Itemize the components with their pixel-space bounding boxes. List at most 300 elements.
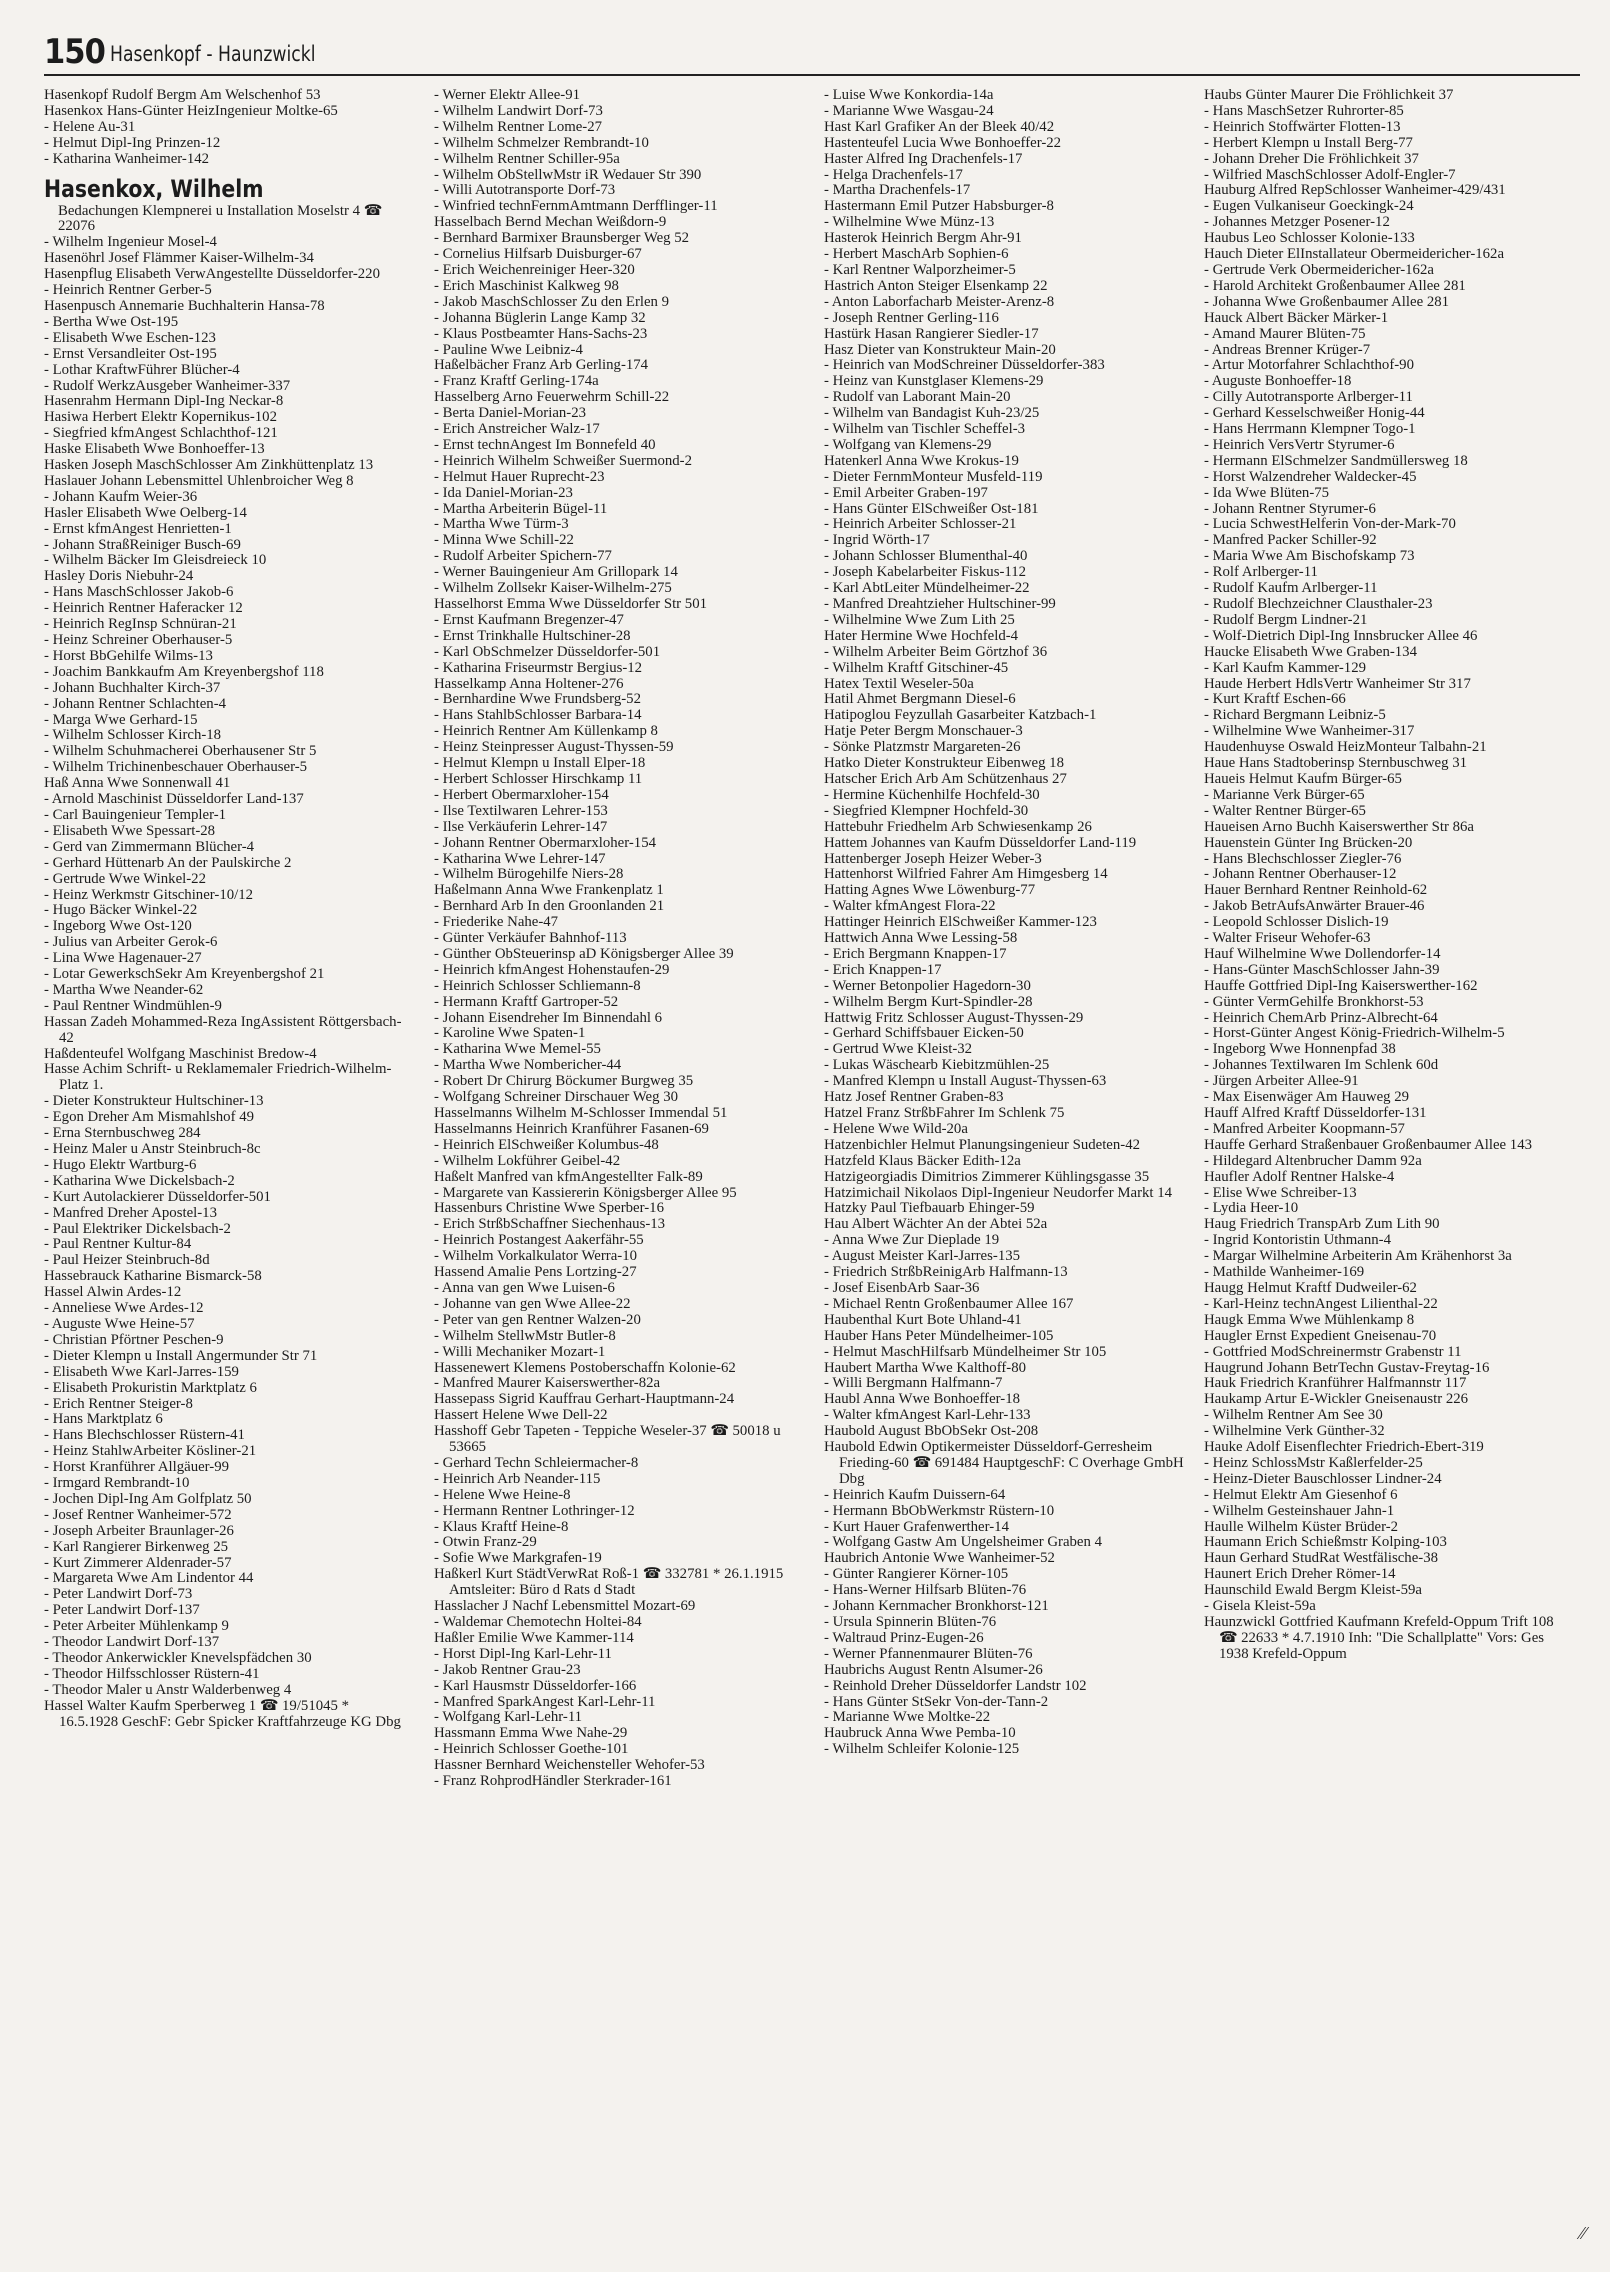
directory-entry: - Johann StraßReiniger Busch-69	[44, 536, 241, 553]
directory-entry: - Wilhelm Bäcker Im Gleisdreieck 10	[44, 552, 267, 569]
directory-entry: - Hermann Rentner Lothringer-12	[434, 1502, 635, 1519]
directory-entry: Haubold August BbObSekr Ost-208	[824, 1423, 1039, 1440]
directory-entry: - Johann Kernmacher Bronkhorst-121	[824, 1598, 1049, 1615]
directory-entry: - Bernhardine Wwe Frundsberg-52	[434, 691, 641, 708]
directory-entry: - Dieter FernmMonteur Musfeld-119	[824, 468, 1043, 485]
directory-entry: Hasenkox Hans-Günter HeizIngenieur Moltke-65	[44, 102, 338, 119]
directory-entry: Hattinger Heinrich ElSchweißer Kammer-123	[824, 914, 1097, 931]
directory-entry: Hattenberger Joseph Heizer Weber-3	[824, 850, 1042, 867]
directory-entry: - Anneliese Wwe Ardes-12	[44, 1300, 204, 1317]
directory-entry: - Rudolf WerkzAusgeber Wanheimer-337	[44, 377, 291, 394]
directory-entry: - Ilse Verkäuferin Lehrer-147	[434, 818, 608, 835]
directory-entry: - Heinz Maler u Anstr Steinbruch-8c	[44, 1141, 261, 1157]
directory-entry: - Rudolf Bergm Lindner-21	[1204, 611, 1368, 628]
directory-entry: Hatz Josef Rentner Graben-83	[824, 1089, 1004, 1106]
directory-entry: - Johann Dreher Die Fröhlichkeit 37	[1204, 150, 1419, 167]
directory-entry: - Erich StrßbSchaffner Siechenhaus-13	[434, 1216, 666, 1233]
directory-entry: - Manfred Packer Schiller-92	[1204, 532, 1377, 549]
directory-entry: - Walter Friseur Wehofer-63	[1204, 930, 1371, 947]
directory-entry: - Lothar KraftwFührer Blücher-4	[44, 361, 240, 378]
directory-entry: - Kurt Kraftf Eschen-66	[1204, 691, 1346, 708]
directory-entry: - Karl Rentner Walporzheimer-5	[824, 261, 1016, 278]
directory-entry: Hasslacher J Nachf Lebensmittel Mozart-69	[434, 1598, 696, 1615]
directory-entry: Hassner Bernhard Weichensteller Wehofer-53	[434, 1757, 705, 1774]
directory-entry: - Hugo Elektr Wartburg-6	[44, 1156, 197, 1173]
directory-entry: - Franz Kraftf Gerling-174a	[434, 373, 599, 390]
directory-entry: - Wilhelm Zollsekr Kaiser-Wilhelm-275	[434, 580, 672, 597]
directory-entry: - Egon Dreher Am Mismahlshof 49	[44, 1109, 255, 1126]
directory-entry: - Ida Wwe Blüten-75	[1204, 484, 1330, 501]
directory-entry: - Robert Dr Chirurg Böckumer Burgweg 35	[434, 1073, 694, 1090]
directory-entry: - Heinrich RegInsp Schnüran-21	[44, 616, 237, 633]
directory-entry: Haue Hans Stadtoberinsp Sternbuschweg 31	[1204, 755, 1468, 772]
directory-entry: - Hermann BbObWerkmstr Rüstern-10	[824, 1502, 1055, 1519]
directory-entry: Hasselmanns Heinrich Kranführer Fasanen-69	[434, 1120, 709, 1137]
directory-entry: - Helene Au-31	[44, 118, 136, 135]
directory-entry: Hassenewert Klemens Postoberschaffn Kolonie-62	[434, 1359, 736, 1376]
directory-entry: Hasley Doris Niebuhr-24	[44, 568, 194, 585]
directory-entry: Hattenhorst Wilfried Fahrer Am Himgesberg 14	[824, 866, 1108, 883]
directory-entry: - Christian Pförtner Peschen-9	[44, 1331, 224, 1348]
directory-entry: - Walter Rentner Bürger-65	[1204, 802, 1366, 819]
directory-entry: - Leopold Schlosser Dislich-19	[1204, 914, 1389, 931]
directory-entry: - Hans-Günter MaschSchlosser Jahn-39	[1204, 961, 1440, 978]
directory-entry: Hattebuhr Friedhelm Arb Schwiesenkamp 26	[824, 818, 1092, 835]
directory-entry: - Gertrud Wwe Kleist-32	[824, 1041, 973, 1058]
directory-columns	[44, 88, 1580, 2238]
directory-entry: - Waldemar Chemotechn Holtei-84	[434, 1614, 642, 1630]
directory-entry: Hauffe Gerhard Straßenbauer Großenbaumer Allee 143	[1204, 1136, 1533, 1153]
directory-entry: Hatex Textil Weseler-50a	[824, 675, 974, 692]
directory-entry: - Katharina Wwe Memel-55	[434, 1041, 601, 1058]
directory-entry: Hassan Zadeh Mohammed-Reza IngAssistent Röttgersbach-42	[44, 1013, 402, 1046]
directory-entry: - Waltraud Prinz-Eugen-26	[824, 1629, 984, 1646]
directory-entry: - Richard Bergmann Leibniz-5	[1204, 707, 1386, 724]
directory-entry: - Carl Bauingenieur Templer-1	[44, 806, 227, 823]
directory-entry: - Wilhelm Arbeiter Beim Görtzhof 36	[824, 643, 1048, 660]
directory-entry: - Wolf-Dietrich Dipl-Ing Innsbrucker Allee 46	[1204, 627, 1478, 644]
directory-entry: - Ida Daniel-Morian-23	[434, 484, 573, 501]
directory-entry: Hauer Bernhard Rentner Reinhold-62	[1204, 882, 1428, 899]
directory-entry: - Martha Wwe Nombericher-44	[434, 1057, 622, 1074]
directory-entry: - Herbert Obermarxloher-154	[434, 786, 609, 803]
directory-entry: - Theodor Ankerwickler Knevelspfädchen 30	[44, 1650, 312, 1666]
directory-entry: - Minna Wwe Schill-22	[434, 532, 574, 549]
directory-entry: - Martha Wwe Neander-62	[44, 981, 204, 998]
directory-entry: - Emil Arbeiter Graben-197	[824, 484, 988, 501]
directory-entry: Haude Herbert HdlsVertr Wanheimer Str 317	[1204, 675, 1471, 692]
directory-entry: - Hans StahlbSchlosser Barbara-14	[434, 707, 642, 724]
directory-entry: - Manfred Arbeiter Koopmann-57	[1204, 1120, 1405, 1137]
directory-entry: - Werner Bauingenieur Am Grillopark 14	[434, 564, 678, 581]
directory-entry: - Heinz Werkmstr Gitschiner-10/12	[44, 886, 254, 903]
directory-entry: - Jürgen Arbeiter Allee-91	[1204, 1073, 1359, 1090]
directory-entry: Haßelt Manfred van kfmAngestellter Falk-89	[434, 1168, 703, 1185]
directory-entry: - Bertha Wwe Ost-195	[44, 313, 179, 330]
directory-entry: - Andreas Brenner Krüger-7	[1204, 341, 1371, 358]
directory-entry: Haug Friedrich TranspArb Zum Lith 90	[1204, 1216, 1440, 1233]
directory-entry: - Herbert MaschArb Sophien-6	[824, 246, 1009, 263]
directory-entry: - Bernhard Arb In den Groonlanden 21	[434, 898, 665, 915]
directory-entry: Hatko Dieter Konstrukteur Eibenweg 18	[824, 755, 1064, 772]
directory-entry: - Wilfried MaschSchlosser Adolf-Engler-7	[1204, 166, 1456, 183]
directory-entry: Hatscher Erich Arb Am Schützenhaus 27	[824, 770, 1067, 787]
directory-entry: - Heinz-Dieter Bauschlosser Lindner-24	[1204, 1470, 1442, 1487]
directory-entry: Haß Anna Wwe Sonnenwall 41	[44, 775, 231, 792]
directory-entry: Hatzky Paul Tiefbauarb Ehinger-59	[824, 1200, 1035, 1217]
directory-entry: - Gisela Kleist-59a	[1204, 1598, 1316, 1615]
directory-entry: - Johann Rentner Schlachten-4	[44, 695, 227, 712]
directory-entry: Hatipoglou Feyzullah Gasarbeiter Katzbach-1	[824, 707, 1097, 724]
directory-entry: Hasenpusch Annemarie Buchhalterin Hansa-78	[44, 297, 325, 314]
directory-entry: - Heinrich van ModSchreiner Düsseldorfer-383	[824, 357, 1105, 374]
directory-entry: Hatje Peter Bergm Monschauer-3	[824, 723, 1023, 740]
directory-entry: - Friedrich StrßbReinigArb Halfmann-13	[824, 1264, 1068, 1281]
directory-entry: Haun Gerhard StudRat Westfälische-38	[1204, 1550, 1438, 1567]
directory-entry: - Katharina Wwe Lehrer-147	[434, 850, 606, 867]
directory-entry: - Wilhelm Bergm Kurt-Spindler-28	[824, 993, 1033, 1010]
directory-entry: Haumann Erich Schießmstr Kolping-103	[1204, 1534, 1447, 1551]
directory-entry: - Hans MaschSetzer Ruhrorter-85	[1204, 102, 1404, 119]
directory-entry: - Herbert Klempn u Install Berg-77	[1204, 134, 1413, 151]
directory-entry: - Eugen Vulkaniseur Goeckingk-24	[1204, 198, 1414, 215]
directory-entry: - Theodor Hilfsschlosser Rüstern-41	[44, 1665, 260, 1682]
directory-entry: - Erich Rentner Steiger-8	[44, 1395, 193, 1412]
directory-entry: - Katharina Friseurmstr Bergius-12	[434, 659, 643, 676]
directory-entry: - Manfred Maurer Kaiserswerther-82a	[434, 1375, 661, 1392]
directory-entry: Hasenkox, Wilhelm	[44, 174, 264, 203]
directory-entry: - Ernst Versandleiter Ost-195	[44, 345, 217, 362]
directory-entry: Hasselmanns Wilhelm M-Schlosser Immendal 51	[434, 1105, 728, 1121]
directory-entry: - Hans-Werner Hilfsarb Blüten-76	[824, 1582, 1027, 1599]
directory-entry: Hauburg Alfred RepSchlosser Wanheimer-429/431	[1204, 182, 1506, 199]
directory-entry: - Manfred Dreher Apostel-13	[44, 1204, 217, 1221]
directory-entry: - Wilhelm Rentner Schiller-95a	[434, 150, 620, 167]
directory-entry: Hassel Walter Kaufm Sperberweg 1 ☎ 19/51045 * 16.5.1928 GeschF: Gebr Spicker Kraftfahrzeuge KG Dbg	[44, 1697, 401, 1730]
directory-entry: - Elise Wwe Schreiber-13	[1204, 1184, 1357, 1201]
directory-entry: Haßdenteufel Wolfgang Maschinist Bredow-4	[44, 1045, 317, 1062]
directory-entry: Hassel Alwin Ardes-12	[44, 1284, 182, 1301]
directory-entry: - Willi Bergmann Halfmann-7	[824, 1375, 1003, 1392]
directory-entry: - Sönke Platzmstr Margareten-26	[824, 739, 1021, 756]
directory-entry: - Wilhelm Gesteinshauer Jahn-1	[1204, 1502, 1395, 1519]
directory-entry: - Auguste Bonhoeffer-18	[1204, 373, 1352, 390]
directory-entry: Haßelbächer Franz Arb Gerling-174	[434, 357, 649, 374]
directory-entry: - Elisabeth Wwe Spessart-28	[44, 822, 216, 839]
directory-entry: - Johann Rentner Obermarxloher-154	[434, 834, 656, 851]
directory-entry: - Artur Motorfahrer Schlachthof-90	[1204, 357, 1414, 374]
directory-entry: - August Meister Karl-Jarres-135	[824, 1248, 1021, 1265]
directory-entry: - Wilhelm Rentner Am See 30	[1204, 1407, 1383, 1424]
directory-entry: Hattwich Anna Wwe Lessing-58	[824, 930, 1018, 947]
directory-entry: - Ursula Spinnerin Blüten-76	[824, 1614, 997, 1630]
directory-entry: Hauf Wilhelmine Wwe Dollendorfer-14	[1204, 945, 1441, 962]
directory-entry: - Wilhelm ObStellwMstr iR Wedauer Str 390	[434, 166, 702, 183]
directory-entry: - Wolfgang Schreiner Dirschauer Weg 30	[434, 1089, 679, 1106]
directory-entry: - Karoline Wwe Spaten-1	[434, 1025, 586, 1042]
directory-entry: - Erich Anstreicher Walz-17	[434, 421, 600, 438]
directory-entry: - Willi Autotransporte Dorf-73	[434, 182, 616, 199]
directory-entry: Haslauer Johann Lebensmittel Uhlenbroicher Weg 8	[44, 472, 354, 489]
column-2	[434, 88, 798, 2238]
directory-entry: - Ernst kfmAngest Henrietten-1	[44, 520, 232, 537]
directory-entry: - Dieter Konstrukteur Hultschiner-13	[44, 1093, 264, 1110]
directory-entry: - Wilhelm Schmelzer Rembrandt-10	[434, 134, 649, 151]
directory-entry: Hasterok Heinrich Bergm Ahr-91	[824, 230, 1022, 247]
directory-entry: - Wolfgang van Klemens-29	[824, 436, 992, 453]
directory-entry: - Wolfgang Gastw Am Ungelsheimer Graben 4	[824, 1534, 1102, 1551]
directory-entry: Hastermann Emil Putzer Habsburger-8	[824, 198, 1054, 215]
running-head: Hasenkopf - Haunzwickl	[110, 42, 316, 66]
directory-entry: - Heinrich kfmAngest Hohenstaufen-29	[434, 961, 670, 978]
directory-entry: - Heinz StahlwArbeiter Kösliner-21	[44, 1443, 257, 1460]
directory-entry: Hau Albert Wächter An der Abtei 52a	[824, 1216, 1048, 1233]
directory-entry: - Maria Wwe Am Bischofskamp 73	[1204, 548, 1415, 565]
directory-entry: - Paul Elektriker Dickelsbach-2	[44, 1220, 231, 1237]
directory-entry: Hassert Helene Wwe Dell-22	[434, 1407, 608, 1424]
directory-entry: Hatzel Franz StrßbFahrer Im Schlenk 75	[824, 1105, 1065, 1121]
directory-entry: - Horst-Günter Angest König-Friedrich-Wilhelm-5	[1204, 1025, 1505, 1042]
directory-entry: - Lotar GewerkschSekr Am Kreyenbergshof 21	[44, 966, 325, 983]
directory-entry: - Elisabeth Wwe Karl-Jarres-159	[44, 1363, 239, 1380]
directory-entry: - Anton Laborfacharb Meister-Arenz-8	[824, 293, 1055, 310]
directory-entry: - Walter kfmAngest Flora-22	[824, 898, 996, 915]
column-4	[1204, 88, 1568, 2238]
directory-entry: - Bernhard Barmixer Braunsberger Weg 52	[434, 230, 690, 247]
directory-entry: - Wolfgang Karl-Lehr-11	[434, 1709, 583, 1726]
page-number: 150	[44, 32, 105, 72]
directory-entry: - Johann Kaufm Weier-36	[44, 488, 198, 505]
directory-entry: - Horst Walzendreher Waldecker-45	[1204, 468, 1417, 485]
directory-entry: - Gerhard Kesselschweißer Honig-44	[1204, 405, 1425, 422]
page-header	[44, 28, 1580, 76]
directory-entry: Haster Alfred Ing Drachenfels-17	[824, 150, 1023, 167]
directory-entry: Hassend Amalie Pens Lortzing-27	[434, 1264, 637, 1281]
directory-entry: - Heinrich Rentner Gerber-5	[44, 282, 212, 299]
directory-entry: - Günter Rangierer Körner-105	[824, 1566, 1009, 1583]
directory-entry: - Heinrich Arb Neander-115	[434, 1470, 601, 1487]
directory-entry: Haubl Anna Wwe Bonhoeffer-18	[824, 1391, 1020, 1408]
directory-entry: Haubs Günter Maurer Die Fröhlichkeit 37	[1204, 88, 1454, 103]
directory-entry: Haubert Martha Wwe Kalthoff-80	[824, 1359, 1027, 1376]
directory-entry: - Sofie Wwe Markgrafen-19	[434, 1550, 602, 1567]
directory-entry: - Wilhelm Schuhmacherei Oberhausener Str 5	[44, 743, 317, 760]
directory-entry: - Rudolf Blechzeichner Clausthaler-23	[1204, 596, 1433, 612]
directory-entry: - Gerhard Techn Schleiermacher-8	[434, 1454, 639, 1471]
handwritten-mark: ⁄⁄	[1579, 2223, 1586, 2243]
directory-entry: - Rudolf Arbeiter Spichern-77	[434, 548, 612, 565]
directory-entry: - Erich Maschinist Kalkweg 98	[434, 277, 619, 294]
directory-entry: - Marianne Verk Bürger-65	[1204, 786, 1365, 803]
directory-entry: - Wilhelm Ingenieur Mosel-4	[44, 234, 217, 251]
directory-entry: Haudenhuyse Oswald HeizMonteur Talbahn-21	[1204, 739, 1487, 756]
directory-entry: - Lydia Heer-10	[1204, 1200, 1299, 1217]
directory-entry: Hastenteufel Lucia Wwe Bonhoeffer-22	[824, 134, 1062, 151]
directory-entry: Hasenöhrl Josef Flämmer Kaiser-Wilhelm-34	[44, 250, 314, 267]
directory-entry: Haubold Edwin Optikermeister Düsseldorf-Gerresheim Frieding-60 ☎ 691484 HauptgeschF: C Overhage GmbH Dbg	[824, 1439, 1184, 1487]
directory-entry: Hassebrauck Katharine Bismarck-58	[44, 1268, 262, 1285]
directory-entry: - Lina Wwe Hagenauer-27	[44, 950, 202, 967]
directory-entry: - Hans Herrmann Klempner Togo-1	[1204, 421, 1416, 438]
directory-entry: - Heinrich Rentner Am Küllenkamp 8	[434, 723, 658, 740]
directory-entry: - Werner Pfannenmaurer Blüten-76	[824, 1645, 1033, 1662]
directory-entry: - Hermann ElSchmelzer Sandmüllersweg 18	[1204, 452, 1468, 469]
column-3	[824, 88, 1188, 2238]
directory-entry: - Erich Knappen-17	[824, 961, 942, 978]
directory-entry: Haueis Helmut Kaufm Bürger-65	[1204, 770, 1402, 787]
directory-entry: - Helmut Elektr Am Giesenhof 6	[1204, 1486, 1398, 1503]
directory-entry: - Ingeborg Wwe Ost-120	[44, 918, 192, 935]
directory-entry: - Berta Daniel-Morian-23	[434, 405, 587, 422]
directory-entry: - Luise Wwe Konkordia-14a	[824, 88, 994, 103]
directory-entry: - Hans Marktplatz 6	[44, 1411, 163, 1428]
directory-entry: - Johann Rentner Oberhauser-12	[1204, 866, 1397, 883]
directory-entry: - Wilhelm Bürogehilfe Niers-28	[434, 866, 624, 883]
directory-entry: - Johann Rentner Styrumer-6	[1204, 500, 1376, 517]
directory-entry: - Peter Arbeiter Mühlenkamp 9	[44, 1618, 229, 1635]
directory-entry: Hasenpflug Elisabeth VerwAngestellte Düsseldorfer-220	[44, 266, 380, 283]
directory-entry: - Joseph Rentner Gerling-116	[824, 309, 999, 326]
directory-entry: - Gertrude Wwe Winkel-22	[44, 870, 206, 887]
directory-entry: Haßler Emilie Wwe Kammer-114	[434, 1629, 634, 1646]
directory-entry: - Jakob MaschSchlosser Zu den Erlen 9	[434, 293, 670, 310]
directory-entry: - Ernst Trinkhalle Hultschiner-28	[434, 627, 631, 644]
directory-entry: - Wilhelmine Wwe Münz-13	[824, 214, 995, 231]
directory-entry: Hauke Adolf Eisenflechter Friedrich-Ebert-319	[1204, 1439, 1484, 1456]
directory-entry: - Jakob BetrAufsAnwärter Brauer-46	[1204, 898, 1425, 915]
directory-entry: - Gerhard Schiffsbauer Eicken-50	[824, 1025, 1024, 1042]
directory-entry: - Günther ObSteuerinsp aD Königsberger Allee 39	[434, 945, 734, 962]
directory-entry: - Karl Rangierer Birkenweg 25	[44, 1538, 229, 1555]
directory-entry: Hauk Friedrich Kranführer Halfmannstr 117	[1204, 1375, 1467, 1392]
directory-entry: Hastrich Anton Steiger Elsenkamp 22	[824, 277, 1048, 294]
directory-entry: - Johanne van gen Wwe Allee-22	[434, 1295, 631, 1312]
directory-entry: Hasken Joseph MaschSchlosser Am Zinkhüttenplatz 13	[44, 457, 374, 474]
directory-entry: - Heinrich Wilhelm Schweißer Suermond-2	[434, 452, 693, 469]
directory-entry: - Wilhelm Schleifer Kolonie-125	[824, 1741, 1020, 1758]
directory-entry: - Johanna Wwe Großenbaumer Allee 281	[1204, 293, 1450, 310]
directory-entry: - Max Eisenwäger Am Hauweg 29	[1204, 1089, 1410, 1106]
directory-entry: - Werner Elektr Allee-91	[434, 88, 581, 103]
directory-entry: - Wilhelm Landwirt Dorf-73	[434, 102, 603, 119]
directory-entry: - Josef Rentner Wanheimer-572	[44, 1506, 232, 1523]
directory-entry: - Joseph Arbeiter Braunlager-26	[44, 1522, 234, 1539]
directory-entry: - Siegfried Klempner Hochfeld-30	[824, 802, 1029, 819]
directory-entry: - Johann Schlosser Blumenthal-40	[824, 548, 1028, 565]
directory-entry: - Kurt Hauer Grafenwerther-14	[824, 1518, 1009, 1535]
directory-entry: - Martha Wwe Türm-3	[434, 516, 569, 533]
directory-entry: Hatzfeld Klaus Bäcker Edith-12a	[824, 1152, 1021, 1169]
directory-entry: - Auguste Wwe Heine-57	[44, 1315, 195, 1332]
directory-entry: Haugler Ernst Expedient Gneisenau-70	[1204, 1327, 1437, 1344]
directory-entry: - Heinz Steinpresser August-Thyssen-59	[434, 739, 674, 756]
directory-entry: - Wilhelm StellwMstr Butler-8	[434, 1327, 616, 1344]
directory-entry: - Hans Blechschlosser Ziegler-76	[1204, 850, 1402, 867]
directory-entry: - Helene Wwe Heine-8	[434, 1486, 571, 1503]
directory-entry: Hastürk Hasan Rangierer Siedler-17	[824, 325, 1039, 342]
directory-entry: - Horst BbGehilfe Wilms-13	[44, 647, 213, 664]
directory-entry: - Johannes Textilwaren Im Schlenk 60d	[1204, 1057, 1439, 1074]
directory-entry: - Helene Wwe Wild-20a	[824, 1120, 968, 1137]
directory-entry: - Günter Verkäufer Bahnhof-113	[434, 930, 627, 947]
directory-entry: Hauff Alfred Kraftf Düsseldorfer-131	[1204, 1105, 1427, 1121]
directory-entry: - Wilhelm Trichinenbeschauer Oberhauser-5	[44, 759, 308, 776]
directory-entry: Hasler Elisabeth Wwe Oelberg-14	[44, 504, 247, 521]
directory-entry: Haunschild Ewald Bergm Kleist-59a	[1204, 1582, 1422, 1599]
directory-entry: - Manfred SparkAngest Karl-Lehr-11	[434, 1693, 656, 1710]
directory-entry: - Heinrich ElSchweißer Kolumbus-48	[434, 1136, 659, 1153]
directory-entry: Hasenkopf Rudolf Bergm Am Welschenhof 53	[44, 88, 321, 103]
directory-entry: Hasse Achim Schrift- u Reklamemaler Friedrich-Wilhelm-Platz 1.	[44, 1061, 392, 1094]
directory-entry: - Heinz SchlossMstr Kaßlerfelder-25	[1204, 1454, 1423, 1471]
directory-entry: - Hildegard Altenbrucher Damm 92a	[1204, 1152, 1422, 1169]
directory-entry: Hatenkerl Anna Wwe Krokus-19	[824, 452, 1019, 469]
directory-entry: - Dieter Klempn u Install Angermunder Str 71	[44, 1347, 318, 1364]
directory-entry: - Katharina Wwe Dickelsbach-2	[44, 1172, 235, 1189]
directory-entry: - Hugo Bäcker Winkel-22	[44, 902, 198, 919]
directory-entry: - Gerd van Zimmermann Blücher-4	[44, 838, 255, 855]
directory-entry: - Rolf Arlberger-11	[1204, 564, 1318, 581]
directory-entry: - Joachim Bankkaufm Am Kreyenbergshof 118	[44, 663, 324, 680]
directory-entry: Hasiwa Herbert Elektr Kopernikus-102	[44, 409, 277, 426]
directory-entry: Hasenrahm Hermann Dipl-Ing Neckar-8	[44, 393, 284, 410]
directory-entry: - Helmut Dipl-Ing Prinzen-12	[44, 134, 221, 151]
directory-entry: - Karl-Heinz technAngest Lilienthal-22	[1204, 1295, 1438, 1312]
directory-entry: - Rudolf Kaufm Arlberger-11	[1204, 580, 1378, 597]
directory-entry: - Paul Rentner Kultur-84	[44, 1236, 192, 1253]
directory-entry: - Ilse Textilwaren Lehrer-153	[434, 802, 608, 819]
directory-entry: - Theodor Maler u Anstr Walderbenweg 4	[44, 1681, 292, 1698]
directory-entry: - Anna Wwe Zur Dieplade 19	[824, 1232, 1000, 1249]
directory-entry: - Joseph Kabelarbeiter Fiskus-112	[824, 564, 1027, 581]
directory-entry: - Gerhard Hüttenarb An der Paulskirche 2	[44, 854, 292, 871]
directory-entry: - Ingeborg Wwe Honnenpfad 38	[1204, 1041, 1396, 1058]
directory-entry: - Winfried technFernmAmtmann Derfflinger-11	[434, 198, 718, 215]
directory-entry: Haunzwickl Gottfried Kaufmann Krefeld-Oppum Trift 108 ☎ 22633 * 4.7.1910 Inh: "Die Schallplatte" Vors: Ges 1938 Krefeld-Oppum	[1204, 1614, 1554, 1662]
directory-entry: - Jakob Rentner Grau-23	[434, 1661, 581, 1678]
directory-entry: Hauch Dieter ElInstallateur Obermeidericher-162a	[1204, 246, 1505, 263]
directory-entry: Hattwig Fritz Schlosser August-Thyssen-29	[824, 1009, 1084, 1026]
directory-entry: - Hermann Kraftf Gartroper-52	[434, 993, 619, 1010]
directory-entry: - Erna Sternbuschweg 284	[44, 1125, 201, 1142]
directory-entry: Haukamp Artur E-Wickler Gneisenaustr 226	[1204, 1391, 1469, 1408]
directory-entry: Hasselbach Bernd Mechan Weißdorn-9	[434, 214, 667, 231]
directory-entry: - Heinrich Stoffwärter Flotten-13	[1204, 118, 1401, 135]
directory-entry: - Ernst technAngest Im Bonnefeld 40	[434, 436, 656, 453]
directory-entry: - Amand Maurer Blüten-75	[1204, 325, 1366, 342]
directory-entry: Haubrichs August Rentn Alsumer-26	[824, 1661, 1043, 1678]
directory-entry: - Wilhelm van Tischler Scheffel-3	[824, 421, 1026, 438]
directory-entry: - Peter Landwirt Dorf-73	[44, 1586, 193, 1603]
directory-entry: Bedachungen Klempnerei u Installation Moselstr 4 ☎ 22076	[58, 202, 383, 235]
directory-entry: - Kurt Zimmerer Aldenrader-57	[44, 1554, 232, 1571]
directory-entry: Hassenburs Christine Wwe Sperber-16	[434, 1200, 664, 1217]
directory-entry: - Friederike Nahe-47	[434, 914, 559, 931]
directory-entry: Haucke Elisabeth Wwe Graben-134	[1204, 643, 1417, 660]
directory-entry: Hauffe Gottfried Dipl-Ing Kaiserswerther-162	[1204, 977, 1478, 994]
directory-entry: - Cilly Autotransporte Arlberger-11	[1204, 389, 1413, 406]
directory-entry: - Johann Eisendreher Im Binnendahl 6	[434, 1009, 663, 1026]
directory-entry: Haßelmann Anna Wwe Frankenplatz 1	[434, 882, 664, 899]
directory-entry: Hassmann Emma Wwe Nahe-29	[434, 1725, 628, 1742]
directory-entry: - Arnold Maschinist Düsseldorfer Land-137	[44, 791, 304, 808]
directory-entry: Hasselberg Arno Feuerwehrm Schill-22	[434, 389, 670, 406]
directory-entry: - Johanna Büglerin Lange Kamp 32	[434, 309, 646, 326]
directory-entry: - Heinrich Schlosser Goethe-101	[434, 1741, 629, 1758]
directory-entry: - Wilhelmine Wwe Zum Lith 25	[824, 611, 1015, 628]
directory-entry: - Martha Drachenfels-17	[824, 182, 971, 199]
directory-entry: - Wilhelm van Bandagist Kuh-23/25	[824, 405, 1040, 422]
